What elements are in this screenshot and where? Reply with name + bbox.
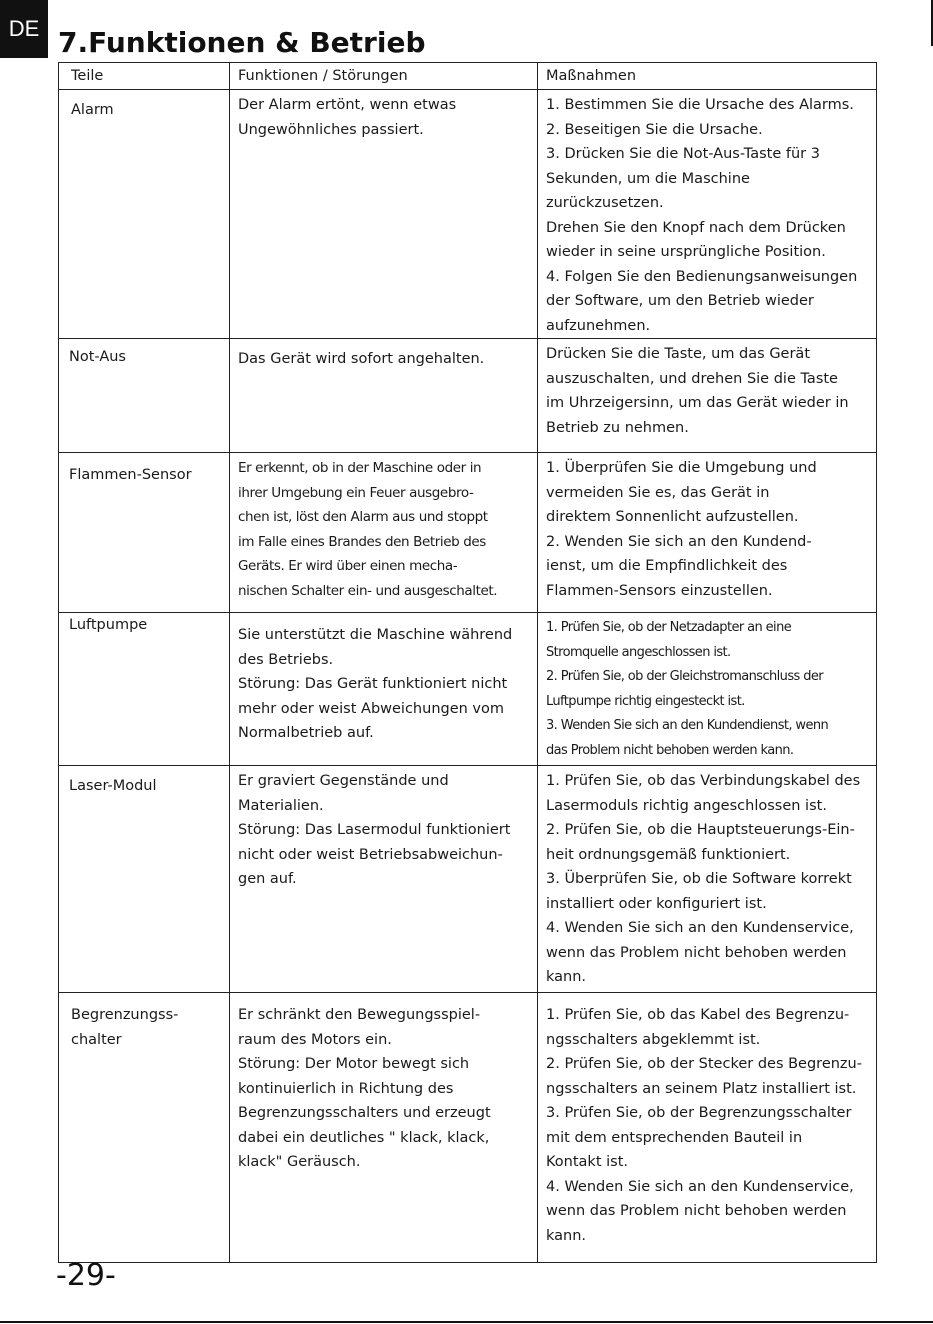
language-badge: DE [0, 0, 48, 58]
cell-part [59, 339, 230, 453]
cell-function [230, 90, 538, 339]
header-funktionen: Funktionen / Störungen [230, 63, 538, 90]
function-text: Der Alarm ertönt, wenn etwas Ungewöhnliches passiert. [238, 97, 457, 138]
cell-measures [538, 90, 877, 339]
cell-part [59, 613, 230, 766]
bottom-rule [0, 1321, 933, 1323]
measures-text: 1. Prüfen Sie, ob das Verbindungskabel des Lasermoduls richtig angeschlossen ist. 2. Prüfen Sie, ob die Hauptsteuerungs-Ein- heit ordnungsgemäß funktioniert. 3. Überprüfen Sie, ob die Software korrekt installiert oder konfiguriert ist. 4. Wenden Sie sich an den Kundenservice, wenn das Problem nicht behoben werden kann. [546, 773, 861, 985]
cell-function [230, 613, 538, 766]
cell-measures [538, 339, 877, 453]
cell-measures [538, 766, 877, 993]
table-row-laser-modul [59, 766, 877, 993]
part-label: Flammen-Sensor [69, 467, 192, 483]
functions-table [58, 62, 877, 1263]
part-label: Alarm [71, 102, 114, 118]
measures-text: 1. Bestimmen Sie die Ursache des Alarms. 2. Beseitigen Sie die Ursache. 3. Drücken Sie die Not-Aus-Taste für 3 Sekunden, um die Maschine zurückzusetzen. Drehen Sie den Knopf nach dem Drücken wieder in seine ursprüngliche Position. 4. Folgen Sie den Bedienungsanweisungen der Software, um den Betrieb wieder aufzunehmen. [546, 97, 858, 334]
function-text: Er erkennt, ob in der Maschine oder in ihrer Umgebung ein Feuer ausgebro- chen ist, löst den Alarm aus und stoppt im Falle eines Brandes den Betrieb des Geräts. Er wird über einen mecha- nischen Schalter ein- und ausgeschaltet. [238, 460, 498, 599]
cell-measures [538, 993, 877, 1263]
cell-part [59, 993, 230, 1263]
function-text: Sie unterstützt die Maschine während des Betriebs. Störung: Das Gerät funktioniert nicht mehr oder weist Abweichungen vom Normalbetrieb auf. [238, 627, 513, 741]
measures-text: 1. Prüfen Sie, ob das Kabel des Begrenzu- ngsschalters abgeklemmt ist. 2. Prüfen Sie, ob der Stecker des Begrenzu- ngsschalters an seinem Platz installiert ist. 3. Prüfen Sie, ob der Begrenzungsschalter mit dem entsprechenden Bauteil in Kontakt ist. 4. Wenden Sie sich an den Kundenservice, wenn das Problem nicht behoben werden kann. [546, 1007, 862, 1244]
part-label: Not-Aus [69, 349, 126, 365]
cell-part [59, 453, 230, 613]
part-label: Begrenzungss- chalter [71, 1007, 179, 1048]
table-row-not-aus [59, 339, 877, 453]
cell-measures [538, 453, 877, 613]
part-label: Laser-Modul [69, 778, 157, 794]
header-massnahmen: Maßnahmen [538, 63, 877, 90]
function-text: Er graviert Gegenstände und Materialien. Störung: Das Lasermodul funktioniert nicht oder weist Betriebsabweichun- gen auf. [238, 773, 511, 887]
page-title: 7.Funktionen & Betrieb [58, 26, 426, 59]
cell-part [59, 90, 230, 339]
cell-function [230, 453, 538, 613]
function-text: Das Gerät wird sofort angehalten. [238, 351, 485, 367]
part-label: Luftpumpe [69, 617, 148, 633]
cell-function [230, 766, 538, 993]
function-text: Er schränkt den Bewegungsspiel- raum des Motors ein. Störung: Der Motor bewegt sich kontinuierlich in Richtung des Begrenzungsschalters und erzeugt dabei ein deutliches " klack, klack, klack" Geräusch. [238, 1007, 491, 1170]
measures-text: 1. Prüfen Sie, ob der Netzadapter an eine Stromquelle angeschlossen ist. 2. Prüfen Sie, ob der Gleichstromanschluss der Luftpumpe richtig eingesteckt ist. 3. Wenden Sie sich an den Kundendienst, wenn das Problem nicht behoben werden kann. [546, 620, 829, 758]
table-row-begrenzungsschalter [59, 993, 877, 1263]
table-header-row [59, 63, 877, 90]
measures-text: Drücken Sie die Taste, um das Gerät auszuschalten, und drehen Sie die Taste im Uhrzeigersinn, um das Gerät wieder in Betrieb zu nehmen. [546, 346, 849, 436]
page-number: -29- [56, 1258, 116, 1293]
cell-function [230, 339, 538, 453]
table-row-luftpumpe [59, 613, 877, 766]
table-row-flammen-sensor [59, 453, 877, 613]
cell-function [230, 993, 538, 1263]
table-row-alarm [59, 90, 877, 339]
measures-text: 1. Überprüfen Sie die Umgebung und vermeiden Sie es, das Gerät in direktem Sonnenlicht aufzustellen. 2. Wenden Sie sich an den Kundend- ienst, um die Empfindlichkeit des Flammen-Sensors einzustellen. [546, 460, 817, 599]
cell-measures [538, 613, 877, 766]
cell-part [59, 766, 230, 993]
header-teile: Teile [59, 63, 230, 90]
